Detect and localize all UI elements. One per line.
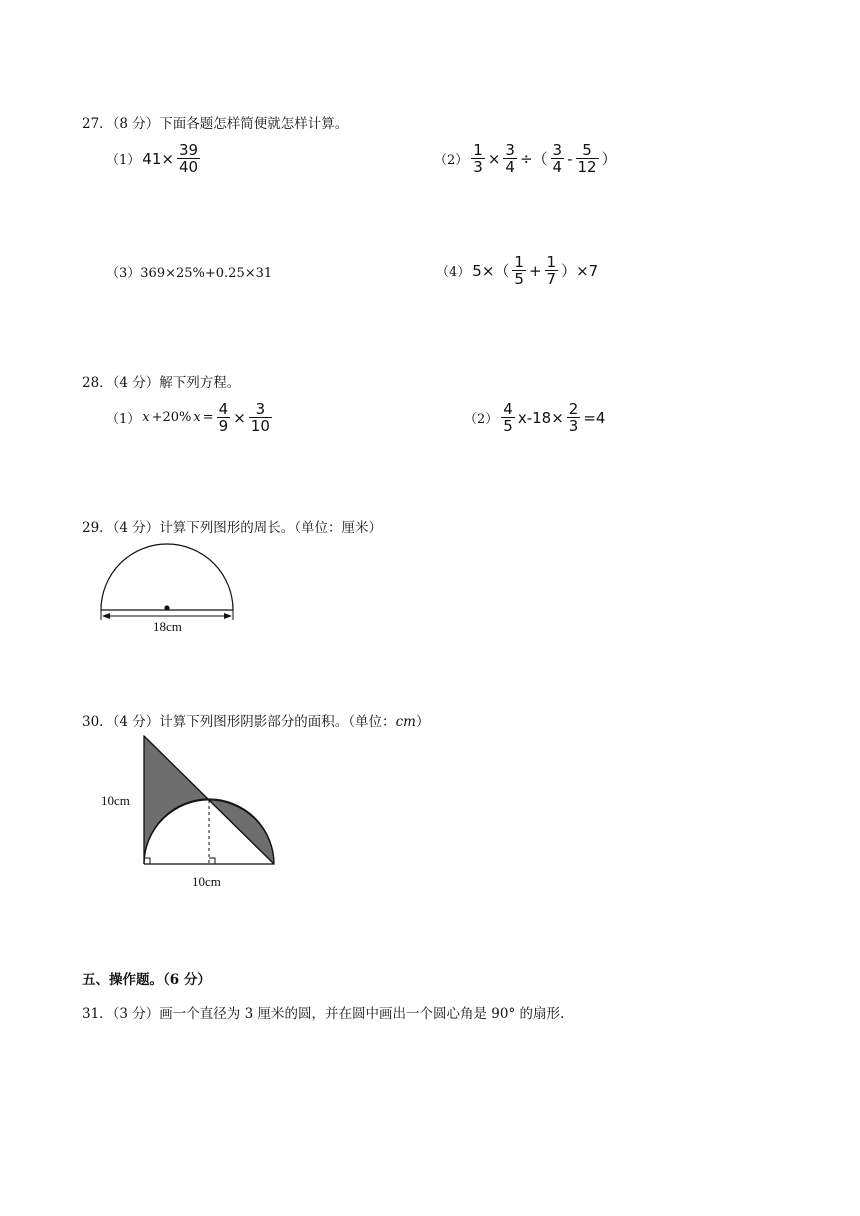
operator: × — [487, 149, 501, 168]
numerator: 3 — [505, 141, 515, 159]
q27-part3 — [106, 262, 272, 281]
expr-text: 5×（ — [472, 262, 510, 280]
variable: x — [142, 410, 150, 425]
fraction — [471, 142, 485, 175]
operator: × — [233, 408, 246, 427]
expr-text: ）×7 — [561, 262, 599, 280]
numerator: 3 — [552, 141, 563, 159]
diameter-label: 18cm — [153, 619, 182, 634]
fraction — [249, 401, 272, 434]
part-tag: （1） — [106, 412, 141, 427]
numerator: 1 — [514, 253, 524, 271]
variable: x — [193, 410, 201, 425]
semicircle-arc — [101, 544, 233, 610]
fraction — [551, 142, 565, 175]
part-tag: （3） — [106, 266, 141, 281]
denominator: 12 — [577, 158, 597, 176]
numerator: 1 — [473, 141, 483, 159]
fraction — [576, 142, 599, 175]
center-dot — [164, 605, 169, 610]
q28-part1 — [106, 401, 273, 434]
fraction — [177, 142, 200, 175]
denominator: 40 — [178, 158, 199, 176]
expr-text: =4 — [583, 408, 606, 427]
numerator: 4 — [218, 400, 229, 418]
denominator: 3 — [568, 417, 579, 435]
denominator: 3 — [473, 158, 483, 176]
q27-part1 — [106, 142, 201, 175]
part-tag: （4） — [436, 265, 471, 280]
part-tag: （1） — [106, 153, 141, 168]
base-label: 10cm — [192, 874, 221, 889]
right-angle-mark-center — [209, 858, 215, 864]
fraction — [512, 254, 526, 287]
operator: ÷（ — [519, 150, 548, 168]
q30-header-close: ） — [415, 714, 430, 730]
denominator: 4 — [505, 158, 515, 176]
denominator: 7 — [546, 270, 557, 288]
q31-header: 31．（3 分）画一个直径为 3 厘米的圆，并在圆中画出一个圆心角是 90° 的扇形. — [82, 1006, 565, 1022]
q27-header: 27．（8 分）下面各题怎样简便就怎样计算。 — [82, 116, 349, 132]
fraction — [545, 254, 559, 287]
q29-header: 29．（4 分）计算下列图形的周长。（单位：厘米） — [82, 520, 383, 536]
numerator: 39 — [178, 141, 199, 159]
operator: + — [528, 261, 542, 280]
fraction — [567, 401, 581, 434]
q28-part2 — [464, 401, 605, 434]
fraction — [501, 401, 515, 434]
arrowhead-right — [224, 613, 232, 619]
denominator: 5 — [514, 270, 524, 288]
denominator: 9 — [218, 417, 229, 435]
expr-text: 41× — [142, 149, 174, 168]
numerator: 2 — [568, 400, 579, 418]
fraction — [503, 142, 517, 175]
operator: = — [202, 410, 214, 425]
numerator: 1 — [546, 253, 557, 271]
fraction — [217, 401, 231, 434]
unit-text: cm — [395, 714, 416, 730]
numerator: 3 — [249, 401, 272, 418]
q28-header: 28．（4 分）解下列方程。 — [82, 375, 241, 391]
operator: - — [567, 149, 573, 168]
arrowhead-left — [102, 613, 110, 619]
expr-text: +20% — [151, 410, 192, 425]
q30-header — [82, 710, 429, 730]
numerator: 5 — [576, 142, 599, 159]
operator: ） — [601, 150, 617, 168]
denominator: 5 — [503, 417, 513, 435]
expr-text: x-18× — [517, 408, 564, 427]
numerator: 4 — [503, 400, 513, 418]
denominator: 4 — [552, 158, 563, 176]
q27-part4 — [436, 254, 598, 287]
q27-part2 — [434, 142, 617, 175]
part-tag: （2） — [434, 153, 469, 168]
section-title: 五、操作题。（6 分） — [82, 972, 211, 988]
denominator: 10 — [250, 417, 270, 435]
height-label: 10cm — [101, 793, 130, 808]
expr-text: 369×25%+0.25×31 — [140, 266, 273, 281]
part-tag: （2） — [464, 412, 499, 427]
right-angle-mark-left — [144, 858, 150, 864]
q30-header-text: 30．（4 分）计算下列图形阴影部分的面积。（单位： — [82, 714, 396, 730]
